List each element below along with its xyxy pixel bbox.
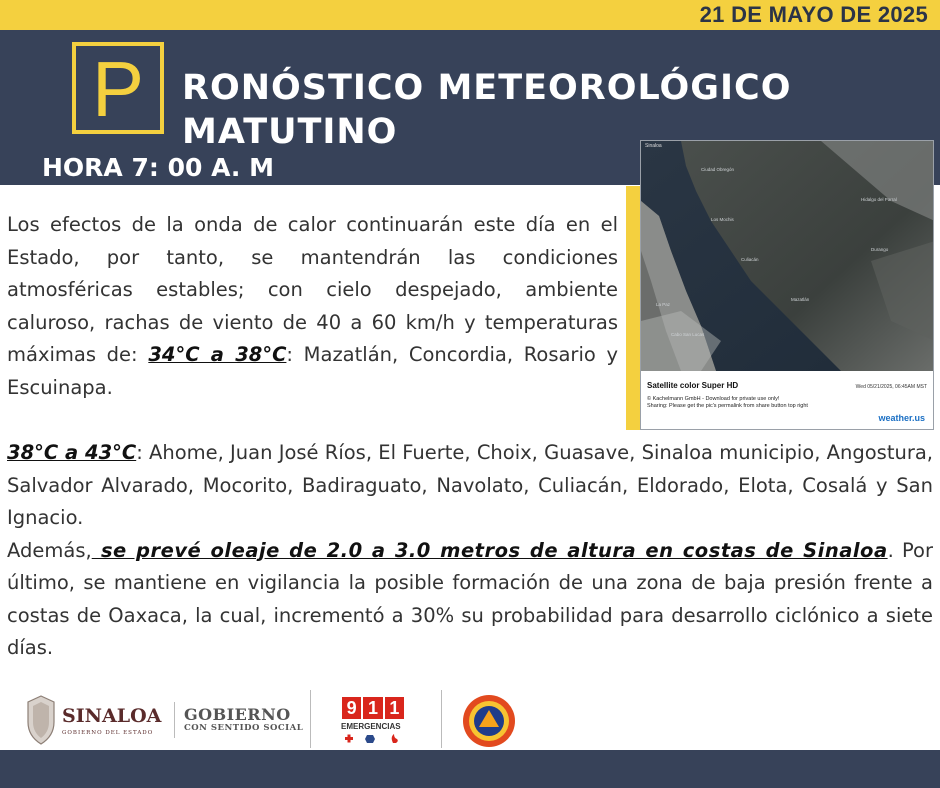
- emergency-icons: [343, 733, 403, 745]
- sinaloa-shield-icon: [24, 694, 58, 746]
- e911-digit: 1: [363, 697, 382, 719]
- map-label: Durango: [871, 247, 889, 252]
- report-time: HORA 7: 00 A. M: [42, 153, 274, 182]
- logo-divider: [310, 690, 311, 748]
- title-line-1: RONÓSTICO METEOROLÓGICO: [182, 68, 792, 108]
- map-label: Ciudad Obregón: [701, 167, 735, 172]
- closing-text: . Por último, se mantiene en vigilancia la posible formación de una zona de baja presión frente a costas de Oaxaca, la cual, incrementó a 30% su probabilidad para desarrollo ciclónico a siete días.: [7, 538, 933, 659]
- emergencias-911-logo: [342, 697, 404, 719]
- gobierno-logo-text: GOBIERNO: [184, 705, 291, 724]
- temp-range-1-places: : Mazatlán, Concordia, Rosario y Escuinapa.: [7, 343, 619, 399]
- temp-range-2: 38°C a 43°C: [7, 441, 137, 464]
- also-prefix: Además,: [7, 538, 92, 562]
- satellite-note: [647, 396, 867, 410]
- logo-divider: [174, 702, 175, 738]
- sinaloa-logo-subtext: GOBIERNO DEL ESTADO: [62, 730, 154, 736]
- e911-label: EMERGENCIAS: [341, 722, 401, 731]
- forecast-paragraph-2: [7, 437, 933, 665]
- map-label: La Paz: [656, 302, 671, 307]
- title-initial: P: [91, 45, 145, 133]
- report-date: 21 DE MAYO DE 2025: [699, 2, 928, 27]
- forecast-intro: Los efectos de la onda de calor continuarán este día en el Estado, por tanto, se mantendrán las condiciones atmosféricas estables; con cielo despejado, ambiente caluroso, rachas de viento de 40 a 60 km/h y temperaturas máximas de:: [7, 213, 618, 366]
- satellite-date: Wed 05/21/2025, 06:45AM MST: [855, 384, 927, 390]
- satellite-region-label: Sinaloa: [645, 143, 662, 149]
- logo-divider: [441, 690, 442, 748]
- waves-highlight: se prevé oleaje de 2.0 a 3.0 metros de altura en costas de Sinaloa: [91, 538, 888, 562]
- temp-range-2-places: : Ahome, Juan José Ríos, El Fuerte, Choix, Guasave, Sinaloa municipio, Angostura, Salvador Alvarado, Mocorito, Badiraguato, Navolato, Culiacán, Eldorado, Elota, Cosalá y San Ignacio.: [7, 441, 933, 529]
- satellite-image: [640, 140, 934, 430]
- satellite-note-line-2: Sharing: Please get the pic's permalink from share button top right: [647, 403, 808, 409]
- sinaloa-logo-text: SINALOA: [62, 705, 162, 727]
- satellite-brand: weather.us: [878, 413, 925, 423]
- proteccion-civil-seal-icon: [462, 694, 516, 748]
- title-initial-box: [72, 42, 164, 134]
- title-line-2: MATUTINO: [182, 112, 398, 152]
- map-label: Los Mochis: [711, 217, 734, 222]
- satellite-note-line-1: © Kachelmann GmbH - Download for private use only!: [647, 396, 780, 402]
- e911-digit: 1: [385, 697, 404, 719]
- e911-digit: 9: [342, 697, 361, 719]
- map-label: Hidalgo del Parral: [861, 197, 897, 202]
- footer-band: [0, 750, 940, 788]
- map-label: Culiacán: [741, 257, 759, 262]
- temp-range-1: 34°C a 38°C: [148, 343, 287, 366]
- date-bar: [0, 0, 940, 30]
- satellite-map: [641, 141, 934, 371]
- map-label: Cabo San Lucas: [671, 332, 705, 337]
- map-label: Mazatlán: [791, 297, 810, 302]
- satellite-title: Satellite color Super HD: [647, 381, 739, 390]
- gobierno-logo-subtext: CON SENTIDO SOCIAL: [184, 723, 304, 733]
- forecast-paragraph-1: [7, 209, 618, 404]
